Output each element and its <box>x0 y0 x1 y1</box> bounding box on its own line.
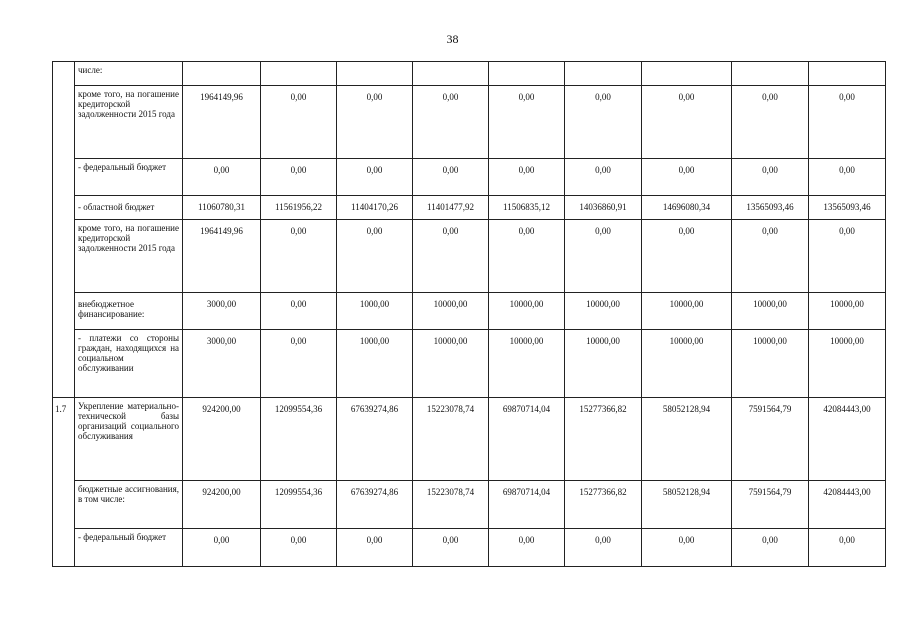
value-cell: 0,00 <box>642 220 732 293</box>
row-label-cell <box>75 196 183 220</box>
value-cell: 13565093,46 <box>809 196 886 220</box>
value-cell: 0,00 <box>565 529 642 567</box>
value-cell: 924200,00 <box>183 481 261 529</box>
value-cell: 0,00 <box>489 86 565 159</box>
value-cell: 10000,00 <box>413 330 489 398</box>
value-cell: 0,00 <box>809 529 886 567</box>
value-cell: 0,00 <box>642 159 732 196</box>
row-label-cell <box>75 293 183 330</box>
value-cell: 0,00 <box>413 220 489 293</box>
value-cell: 0,00 <box>183 529 261 567</box>
row-label: кроме того, на погашение кредиторской задолженности 2015 года <box>78 89 179 119</box>
value-cell: 10000,00 <box>642 330 732 398</box>
value-cell: 58052128,94 <box>642 398 732 481</box>
value-cell: 42084443,00 <box>809 398 886 481</box>
value-cell: 0,00 <box>337 159 413 196</box>
value-cell: 0,00 <box>489 220 565 293</box>
table-row <box>53 330 886 398</box>
value-cell: 3000,00 <box>183 293 261 330</box>
value-cell: 0,00 <box>565 159 642 196</box>
table-row <box>53 220 886 293</box>
value-cell: 7591564,79 <box>732 398 809 481</box>
value-cell: 0,00 <box>183 159 261 196</box>
row-label: - областной бюджет <box>78 202 155 212</box>
row-label-cell <box>75 529 183 567</box>
value-cell <box>337 62 413 86</box>
value-cell: 10000,00 <box>809 330 886 398</box>
value-cell <box>565 62 642 86</box>
value-cell: 14696080,34 <box>642 196 732 220</box>
value-cell: 0,00 <box>732 159 809 196</box>
value-cell: 0,00 <box>809 159 886 196</box>
value-cell: 0,00 <box>642 529 732 567</box>
value-cell: 13565093,46 <box>732 196 809 220</box>
value-cell: 0,00 <box>565 220 642 293</box>
value-cell: 0,00 <box>565 86 642 159</box>
value-cell <box>732 62 809 86</box>
value-cell: 0,00 <box>413 86 489 159</box>
value-cell: 1964149,96 <box>183 86 261 159</box>
value-cell: 10000,00 <box>565 330 642 398</box>
value-cell: 10000,00 <box>642 293 732 330</box>
table-row <box>53 86 886 159</box>
row-label: - федеральный бюджет <box>78 532 167 542</box>
table-row <box>53 62 886 86</box>
table-row <box>53 159 886 196</box>
value-cell: 14036860,91 <box>565 196 642 220</box>
row-label: бюджетные ассигнования, в том числе: <box>78 484 179 504</box>
value-cell: 69870714,04 <box>489 398 565 481</box>
table-row <box>53 529 886 567</box>
value-cell: 11404170,26 <box>337 196 413 220</box>
row-label: внебюджетное финансирование: <box>78 299 145 319</box>
row-label-cell <box>75 62 183 86</box>
value-cell: 15277366,82 <box>565 481 642 529</box>
row-label: кроме того, на погашение кредиторской задолженности 2015 года <box>78 223 179 253</box>
value-cell: 0,00 <box>261 159 337 196</box>
row-label-cell <box>75 398 183 481</box>
value-cell: 15223078,74 <box>413 481 489 529</box>
value-cell <box>809 62 886 86</box>
table-row <box>53 196 886 220</box>
value-cell <box>261 62 337 86</box>
value-cell: 0,00 <box>261 220 337 293</box>
value-cell: 0,00 <box>337 86 413 159</box>
value-cell: 7591564,79 <box>732 481 809 529</box>
row-label-cell <box>75 330 183 398</box>
table-row <box>53 481 886 529</box>
row-label: числе: <box>78 65 103 75</box>
value-cell: 0,00 <box>261 86 337 159</box>
value-cell: 0,00 <box>732 86 809 159</box>
row-label-cell <box>75 86 183 159</box>
value-cell: 10000,00 <box>565 293 642 330</box>
value-cell: 0,00 <box>261 330 337 398</box>
value-cell: 10000,00 <box>489 330 565 398</box>
value-cell: 15223078,74 <box>413 398 489 481</box>
value-cell: 1964149,96 <box>183 220 261 293</box>
value-cell: 0,00 <box>337 529 413 567</box>
value-cell: 1000,00 <box>337 330 413 398</box>
value-cell: 15277366,82 <box>565 398 642 481</box>
row-label-cell <box>75 159 183 196</box>
row-number-cell <box>53 398 75 567</box>
row-label-cell <box>75 220 183 293</box>
table-row <box>53 398 886 481</box>
value-cell: 58052128,94 <box>642 481 732 529</box>
value-cell: 0,00 <box>732 529 809 567</box>
value-cell: 0,00 <box>489 529 565 567</box>
value-cell: 0,00 <box>732 220 809 293</box>
value-cell: 3000,00 <box>183 330 261 398</box>
value-cell: 0,00 <box>809 220 886 293</box>
row-label: - платежи со стороны граждан, находящихся на социальном обслуживании <box>78 333 179 373</box>
value-cell: 0,00 <box>809 86 886 159</box>
budget-table <box>52 61 886 567</box>
table-row <box>53 293 886 330</box>
value-cell: 11506835,12 <box>489 196 565 220</box>
value-cell <box>413 62 489 86</box>
value-cell: 0,00 <box>413 159 489 196</box>
row-label-cell <box>75 481 183 529</box>
row-label: - федеральный бюджет <box>78 162 167 172</box>
value-cell: 0,00 <box>489 159 565 196</box>
table-body <box>53 62 886 567</box>
value-cell: 10000,00 <box>732 330 809 398</box>
value-cell: 924200,00 <box>183 398 261 481</box>
row-label: Укрепление материально-технической базы организаций социального обслуживания <box>78 401 179 441</box>
value-cell <box>642 62 732 86</box>
value-cell: 10000,00 <box>732 293 809 330</box>
value-cell: 12099554,36 <box>261 481 337 529</box>
value-cell: 11561956,22 <box>261 196 337 220</box>
value-cell: 42084443,00 <box>809 481 886 529</box>
row-number-cell <box>53 62 75 398</box>
page-number: 38 <box>446 32 459 46</box>
value-cell: 12099554,36 <box>261 398 337 481</box>
value-cell <box>489 62 565 86</box>
value-cell: 0,00 <box>413 529 489 567</box>
value-cell: 11401477,92 <box>413 196 489 220</box>
value-cell: 10000,00 <box>809 293 886 330</box>
value-cell: 67639274,86 <box>337 398 413 481</box>
value-cell: 0,00 <box>642 86 732 159</box>
value-cell: 0,00 <box>261 529 337 567</box>
value-cell: 0,00 <box>337 220 413 293</box>
value-cell: 0,00 <box>261 293 337 330</box>
row-number: 1.7 <box>55 404 67 414</box>
value-cell <box>183 62 261 86</box>
value-cell: 1000,00 <box>337 293 413 330</box>
value-cell: 10000,00 <box>413 293 489 330</box>
value-cell: 69870714,04 <box>489 481 565 529</box>
value-cell: 67639274,86 <box>337 481 413 529</box>
value-cell: 10000,00 <box>489 293 565 330</box>
value-cell: 11060780,31 <box>183 196 261 220</box>
